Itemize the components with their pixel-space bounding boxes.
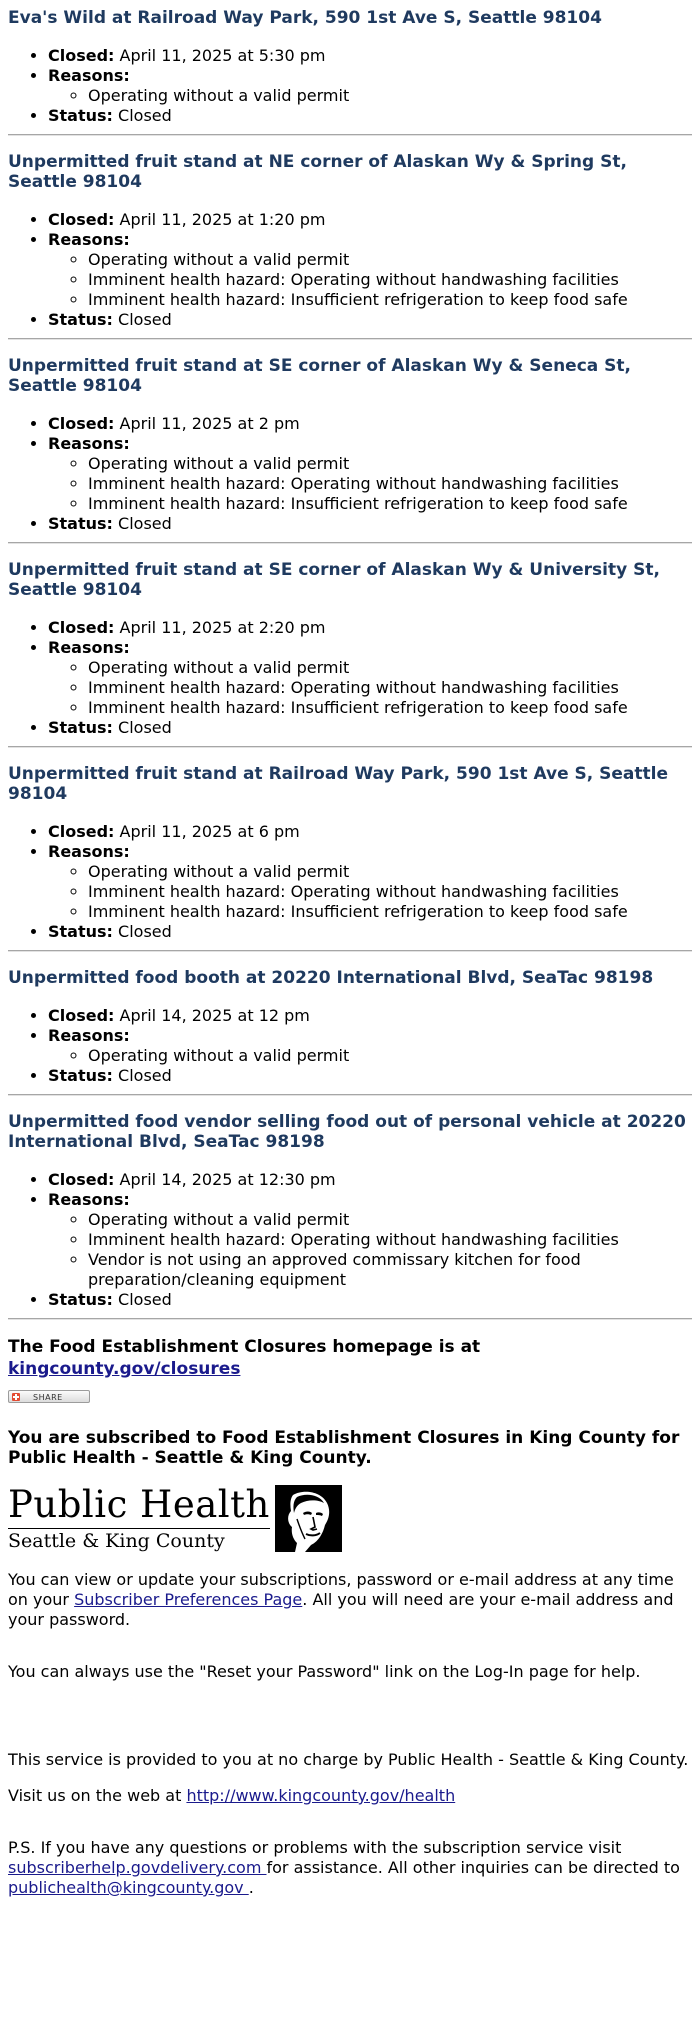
closed-label: Closed: — [48, 414, 115, 433]
publichealth-email-link[interactable]: publichealth@kingcounty.gov — [8, 1878, 249, 1897]
status-label: Status: — [48, 922, 113, 941]
email-body — [0, 8, 700, 1898]
ps-text-middle: for assistance. All other inquiries can be directed to — [266, 1858, 680, 1877]
status-value: Closed — [118, 106, 172, 125]
kingcounty-health-link[interactable]: http://www.kingcounty.gov/health — [186, 1786, 456, 1805]
reasons-list — [48, 454, 692, 514]
closed-label: Closed: — [48, 1170, 115, 1189]
status-row — [48, 718, 692, 738]
closure-details — [8, 414, 692, 534]
visit-line — [8, 1786, 692, 1806]
ps-paragraph — [8, 1838, 692, 1898]
closures-homepage-link[interactable]: kingcounty.gov/closures — [8, 1359, 241, 1379]
closure-entry — [8, 764, 692, 952]
preferences-paragraph — [8, 1570, 692, 1630]
closure-title: Eva's Wild at Railroad Way Park, 590 1st Ave S, Seattle 98104 — [8, 8, 602, 28]
reason-item: ◦ Imminent health hazard: Insufficient refrigeration to keep food safe — [88, 290, 692, 310]
reason-item: ◦ Operating without a valid permit — [88, 658, 692, 678]
closure-details — [8, 1170, 692, 1310]
subscription-notice: You are subscribed to Food Establishment Closures in King County for Public Health - Seattle & King County. — [8, 1428, 680, 1468]
reasons-list — [48, 1210, 692, 1290]
reasons-list — [48, 1046, 692, 1066]
status-value: Closed — [118, 514, 172, 533]
closed-label: Closed: — [48, 46, 115, 65]
ps-text-after: . — [248, 1878, 254, 1897]
status-label: Status: — [48, 718, 113, 737]
logo-rule — [8, 1528, 270, 1529]
separator — [8, 542, 692, 544]
reasons-label: Reasons: — [48, 842, 130, 861]
closure-entry — [8, 8, 692, 136]
reason-item: ◦ Imminent health hazard: Operating without handwashing facilities — [88, 678, 692, 698]
reasons-label: Reasons: — [48, 1190, 130, 1209]
logo-line-2: Seattle & King County — [8, 1530, 225, 1552]
reason-item: ◦ Operating without a valid permit — [88, 862, 692, 882]
reasons-label: Reasons: — [48, 230, 130, 249]
share-button[interactable] — [8, 1390, 90, 1403]
separator — [8, 746, 692, 748]
reason-item: ◦ Operating without a valid permit — [88, 1210, 692, 1230]
status-value: Closed — [118, 922, 172, 941]
status-label: Status: — [48, 310, 113, 329]
reason-item: ◦ Operating without a valid permit — [88, 86, 692, 106]
status-value: Closed — [118, 718, 172, 737]
reasons-row — [48, 66, 692, 106]
subscriber-help-link[interactable]: subscriberhelp.govdelivery.com — [8, 1858, 267, 1877]
reasons-row — [48, 1190, 692, 1290]
status-value: Closed — [118, 1066, 172, 1085]
status-row — [48, 1290, 692, 1310]
closure-title: Unpermitted fruit stand at SE corner of Alaskan Wy & Seneca St, Seattle 98104 — [8, 356, 631, 396]
closed-value: April 14, 2025 at 12:30 pm — [119, 1170, 336, 1189]
preferences-text-after: . All you will need are your e-mail address and your password. — [8, 1590, 674, 1629]
reasons-label: Reasons: — [48, 434, 130, 453]
closure-details — [8, 822, 692, 942]
closed-label: Closed: — [48, 1006, 115, 1025]
reason-item: ◦ Imminent health hazard: Operating without handwashing facilities — [88, 882, 692, 902]
addthis-plus-icon — [12, 1393, 20, 1401]
closed-label: Closed: — [48, 618, 115, 637]
closed-row — [48, 46, 692, 66]
closure-title: Unpermitted fruit stand at NE corner of Alaskan Wy & Spring St, Seattle 98104 — [8, 152, 627, 192]
reasons-row — [48, 1026, 692, 1066]
status-row — [48, 1066, 692, 1086]
closure-details — [8, 1006, 692, 1086]
reason-item: ◦ Imminent health hazard: Operating without handwashing facilities — [88, 270, 692, 290]
closed-row — [48, 1006, 692, 1026]
status-label: Status: — [48, 106, 113, 125]
closure-title: Unpermitted fruit stand at Railroad Way Park, 590 1st Ave S, Seattle 98104 — [8, 764, 669, 804]
reasons-label: Reasons: — [48, 66, 130, 85]
closure-title: Unpermitted fruit stand at SE corner of Alaskan Wy & University St, Seattle 98104 — [8, 560, 660, 600]
reason-item: ◦ Operating without a valid permit — [88, 1046, 692, 1066]
closure-entry — [8, 968, 692, 1096]
closure-entry — [8, 152, 692, 340]
closure-entry — [8, 560, 692, 748]
closed-row — [48, 1170, 692, 1190]
closure-entry — [8, 356, 692, 544]
closed-value: April 14, 2025 at 12 pm — [119, 1006, 310, 1025]
closure-details — [8, 618, 692, 738]
subscriber-preferences-link[interactable]: Subscriber Preferences Page — [74, 1590, 303, 1609]
status-label: Status: — [48, 1290, 113, 1309]
closure-title: Unpermitted food booth at 20220 International Blvd, SeaTac 98198 — [8, 968, 654, 988]
separator — [8, 338, 692, 340]
status-label: Status: — [48, 514, 113, 533]
closed-value: April 11, 2025 at 2:20 pm — [119, 618, 326, 637]
separator — [8, 134, 692, 136]
homepage-prefix: The Food Establishment Closures homepage is at — [8, 1337, 481, 1357]
closed-row — [48, 210, 692, 230]
closure-details — [8, 210, 692, 330]
closed-value: April 11, 2025 at 2 pm — [119, 414, 300, 433]
reasons-label: Reasons: — [48, 1026, 130, 1045]
reasons-row — [48, 842, 692, 922]
reason-item: ◦ Vendor is not using an approved commissary kitchen for food preparation/cleaning equipment — [88, 1250, 692, 1290]
status-row — [48, 310, 692, 330]
reason-item: ◦ Operating without a valid permit — [88, 454, 692, 474]
reasons-list — [48, 86, 692, 106]
closed-value: April 11, 2025 at 1:20 pm — [119, 210, 326, 229]
reason-item: ◦ Imminent health hazard: Insufficient refrigeration to keep food safe — [88, 494, 692, 514]
closure-details — [8, 46, 692, 126]
status-label: Status: — [48, 1066, 113, 1085]
closure-title: Unpermitted food vendor selling food out of personal vehicle at 20220 International Blvd, SeaTac 98198 — [8, 1112, 686, 1152]
status-row — [48, 922, 692, 942]
logo-line-1: Public Health — [8, 1483, 270, 1526]
preferences-text-before: You can view or update your subscriptions, password or e-mail address at any time on your — [8, 1570, 674, 1609]
visit-prefix: Visit us on the web at — [8, 1786, 187, 1805]
reason-item: ◦ Operating without a valid permit — [88, 250, 692, 270]
separator — [8, 1318, 692, 1320]
reason-item: ◦ Imminent health hazard: Operating without handwashing facilities — [88, 474, 692, 494]
status-value: Closed — [118, 1290, 172, 1309]
closure-entry — [8, 1112, 692, 1320]
homepage-line — [8, 1336, 692, 1380]
reasons-row — [48, 638, 692, 718]
status-row — [48, 514, 692, 534]
closed-label: Closed: — [48, 210, 115, 229]
service-note: This service is provided to you at no charge by Public Health - Seattle & King County. — [8, 1750, 689, 1769]
reason-item: ◦ Imminent health hazard: Operating without handwashing facilities — [88, 1230, 692, 1250]
reset-password-note: You can always use the "Reset your Password" link on the Log-In page for help. — [8, 1662, 641, 1681]
share-label: SHARE — [33, 1393, 63, 1402]
reasons-row — [48, 434, 692, 514]
reasons-label: Reasons: — [48, 638, 130, 657]
mlk-portrait-logo-icon — [275, 1485, 342, 1552]
closed-row — [48, 414, 692, 434]
status-row — [48, 106, 692, 126]
separator — [8, 950, 692, 952]
closed-value: April 11, 2025 at 6 pm — [119, 822, 300, 841]
reasons-list — [48, 658, 692, 718]
ps-text-before: P.S. If you have any questions or problems with the subscription service visit — [8, 1838, 622, 1857]
reasons-row — [48, 230, 692, 310]
separator — [8, 1094, 692, 1096]
public-health-logo — [8, 1484, 348, 1554]
reason-item: ◦ Imminent health hazard: Insufficient refrigeration to keep food safe — [88, 902, 692, 922]
status-value: Closed — [118, 310, 172, 329]
closures-list — [8, 8, 692, 1320]
closed-row — [48, 618, 692, 638]
closed-label: Closed: — [48, 822, 115, 841]
reasons-list — [48, 862, 692, 922]
closed-value: April 11, 2025 at 5:30 pm — [119, 46, 326, 65]
closed-row — [48, 822, 692, 842]
reason-item: ◦ Imminent health hazard: Insufficient refrigeration to keep food safe — [88, 698, 692, 718]
reasons-list — [48, 250, 692, 310]
